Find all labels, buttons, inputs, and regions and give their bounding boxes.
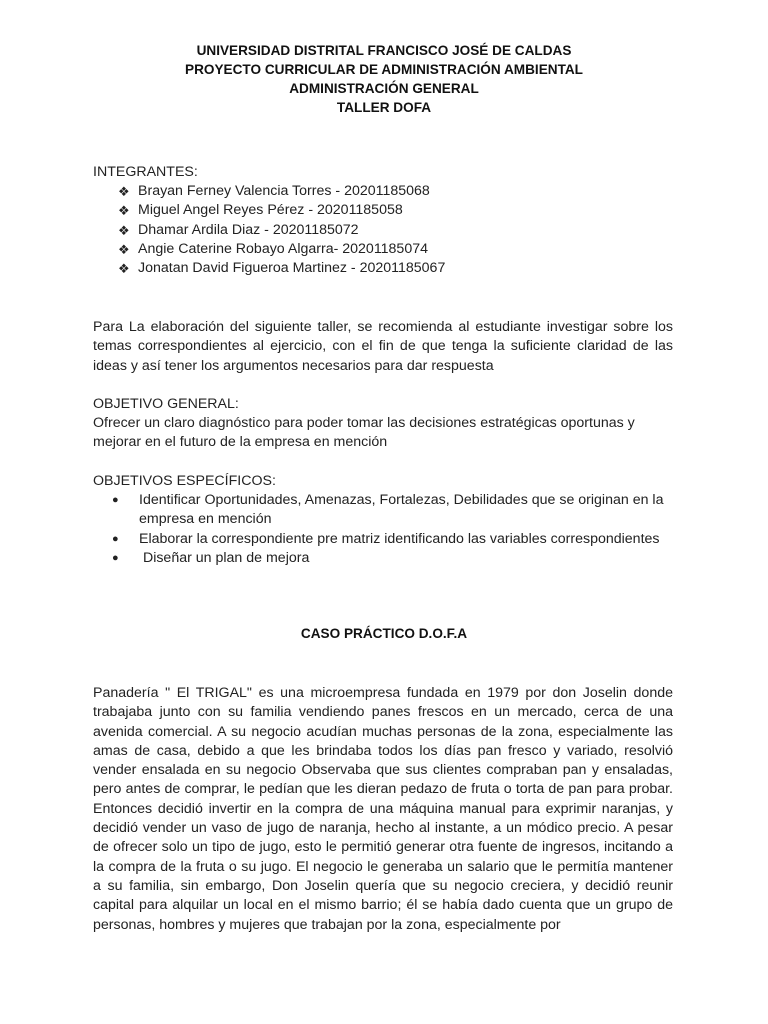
header-workshop: TALLER DOFA <box>336 100 432 115</box>
bullet-dot-icon: ● <box>112 532 119 545</box>
diamond-bullet-icon: ❖ <box>118 241 130 257</box>
diamond-bullet-icon: ❖ <box>118 222 130 238</box>
list-item: ❖ Dhamar Ardila Diaz - 20201185072 <box>118 221 445 240</box>
list-item: ❖ Miguel Angel Reyes Pérez - 20201185058 <box>118 201 445 220</box>
intro-paragraph: Para La elaboración del siguiente taller, se recomienda al estudiante investigar sobre los temas correspondientes al ejercicio, con el fin de que tenga la suficiente claridad de las ideas y así tener los argumentos necesarios para dar respuesta <box>93 319 673 374</box>
caso-practico-title: CASO PRÁCTICO D.O.F.A <box>300 626 468 641</box>
objetivos-especificos-title: OBJETIVOS ESPECÍFICOS: <box>93 473 276 489</box>
diamond-bullet-icon: ❖ <box>118 261 130 277</box>
bullet-dot-icon: ● <box>112 551 119 564</box>
list-item: ❖ Jonatan David Figueroa Martinez - 20201185067 <box>118 259 445 278</box>
bullet-dot-icon: ● <box>112 494 119 506</box>
objetivo-general-text: Ofrecer un claro diagnóstico para poder tomar las decisiones estratégicas oportunas y mejorar en el futuro de la empresa en mención <box>93 415 635 451</box>
document-header <box>0 41 768 117</box>
header-program: PROYECTO CURRICULAR DE ADMINISTRACIÓN AMBIENTAL <box>185 62 583 77</box>
header-university: UNIVERSIDAD DISTRITAL FRANCISCO JOSÉ DE CALDAS <box>196 43 572 58</box>
list-item: ● Elaborar la correspondiente pre matriz identificando las variables correspondientes <box>112 530 677 549</box>
list-item: ● Identificar Oportunidades, Amenazas, Fortalezas, Debilidades que se originan en la empresa en mención <box>112 492 664 528</box>
list-item: ❖ Angie Caterine Robayo Algarra- 20201185074 <box>118 240 445 259</box>
integrantes-title: INTEGRANTES: <box>93 164 198 180</box>
list-item: ● Diseñar un plan de mejora <box>112 549 677 568</box>
list-item: ❖ Brayan Ferney Valencia Torres - 20201185068 <box>118 182 445 201</box>
objetivo-general-title: OBJETIVO GENERAL: <box>93 396 239 412</box>
header-course: ADMINISTRACIÓN GENERAL <box>289 81 479 96</box>
caso-practico-text: Panadería " El TRIGAL" es una microempresa fundada en 1979 por don Joselin donde trabajaba junto con su familia vendiendo panes frescos en un mercado, cerca de una avenida comercial. A su negocio acudían muchas personas de la zona, especialmente las amas de casa, debido a que les brindaba todos los días pan fresco y variado, resolvió vender ensalada en su negocio Observaba que sus clientes compraban pan y ensaladas, pero antes de comprar, le pedían que les dieran pedazo de fruta o torta de pan para probar. Entonces decidió invertir en la compra de una máquina manual para exprimir naranjas, y decidió vender un vaso de jugo de naranja, hecho al instante, a un módico precio. A pesar de ofrecer solo un tipo de jugo, esto le permitió generar otra fuente de ingresos, incitando a la compra de la fruta o su jugo. El negocio le generaba un salario que le permitía mantener a su familia, sin embargo, Don Joselin quería que su negocio creciera, y decidió reunir capital para alquilar un local en el mismo barrio; él se había dado cuenta que un grupo de personas, hombres y mujeres que trabajan por la zona, especialmente por <box>93 685 673 933</box>
diamond-bullet-icon: ❖ <box>118 203 130 219</box>
diamond-bullet-icon: ❖ <box>118 184 130 199</box>
objetivos-especificos-list <box>112 491 677 568</box>
members-list <box>118 182 445 278</box>
